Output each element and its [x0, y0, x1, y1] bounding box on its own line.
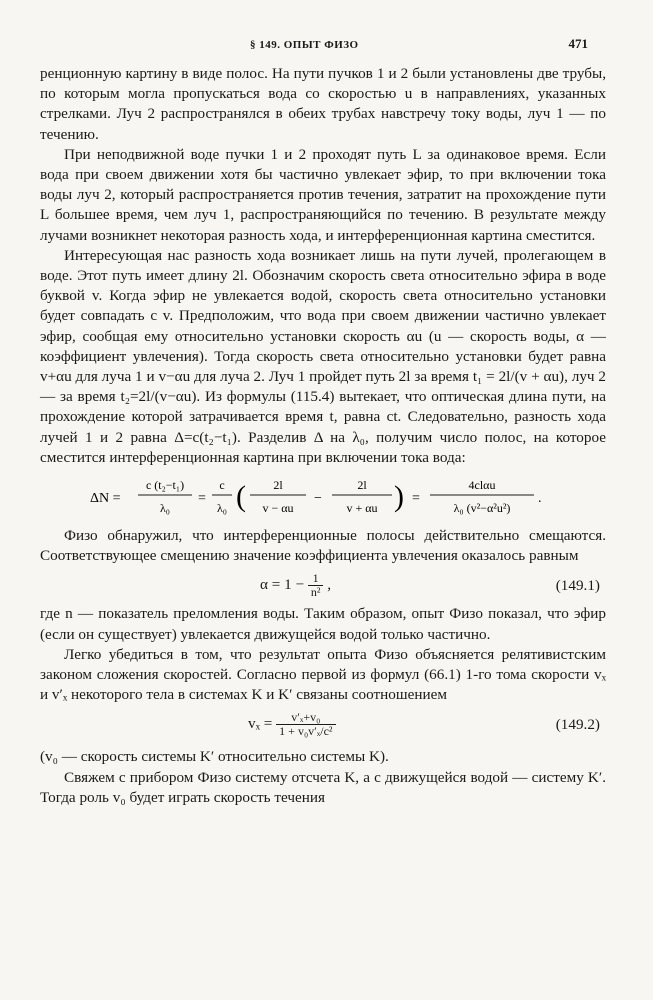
eq1491-frac [308, 572, 324, 599]
eq1491-frac-den: n² [310, 585, 321, 600]
paragraph-1: ренционную картину в виде полос. На пути пучков 1 и 2 были установлены две трубы, по которым могла пропускаться вода со скоростью u в направлениях, указанных стрелками. Луч 2 распространялся в обеих трубах навстречу току воды, луч 1 — по течению. [40, 65, 606, 143]
eq1491-lhs: α = 1 − [260, 576, 305, 594]
frac4-den: v + αu [346, 501, 378, 516]
eq1492-number: (149.2) [555, 716, 600, 734]
paragraph-4: Физо обнаружил, что интерференционные полосы действительно смещаются. Соответствующее смещению значение коэффициента увлечения оказалось равным [40, 527, 606, 565]
svg-text:(: ( [236, 480, 246, 514]
eq1491-number: (149.1) [555, 577, 600, 595]
eq1492-frac-den: 1 + v₀v′ₓ/c² [279, 724, 333, 739]
frac5-den: λ₀ (v²−α²u²) [453, 501, 511, 516]
frac5-num: 4clαu [468, 478, 496, 493]
eq1491-frac-num: 1 [308, 572, 324, 586]
equation-149-1 [40, 570, 606, 600]
page-header [40, 34, 610, 54]
eq1492-frac-num: v′ₓ+v₀ [276, 711, 335, 725]
delta-n-lhs: ΔN = [90, 491, 121, 507]
eq1491-tail: , [327, 576, 332, 594]
frac1-num: c (t₂−t₁) [145, 478, 185, 493]
eq1492-frac [276, 711, 335, 738]
paragraph-6: Легко убедиться в том, что результат опыта Физо объясняется релятивистским законом сложения скоростей. Согласно первой из формул (66.1) 1-го тома скорости vₓ и v′ₓ некоторого тела в системах K и K′ связаны соотношением [40, 645, 606, 704]
frac2-num: c [219, 478, 225, 493]
svg-text:): ) [394, 480, 404, 514]
body-text [40, 64, 606, 808]
frac4-num: 2l [357, 478, 367, 493]
frac1-den: λ₀ [159, 501, 171, 516]
section-title: § 149. ОПЫТ ФИЗО [250, 39, 359, 51]
formula-delta-n [40, 474, 606, 520]
formula-delta-n-svg [40, 474, 606, 520]
paragraph-3: Интересующая нас разность хода возникает лишь на пути лучей, пролегающем в воде. Этот путь имеет длину 2l. Обозначим скорость света относительно эфира в воде буквой v. Когда эфир не увлекается водой, скорость света относительно установки будет совпадать с v. Предположим, что вода при своем движении частично увлекает эфир, сообщая ему относительно установки скорость αu (u — скорость воды, α — коэффициент увлечения). Тогда скорость света относительно установки будет равна v+αu для луча 1 и v−αu для луча 2. Луч 1 пройдет путь 2l за время t₁ = 2l/(v + αu), луч 2 — за время t₂=2l/(v−αu). Из формулы (115.4) вытекает, что оптическая длина пути, на прохождение которой затрачивается время t, равна ct. Следовательно, разность хода лучей 1 и 2 равна Δ=c(t₂−t₁). Разделив Δ на λ₀, получим число полос, на которое сместится интерференционная картина при включении тока вода: [40, 246, 606, 466]
frac3-num: 2l [273, 478, 283, 493]
eq1492-expr [248, 711, 336, 738]
frac3-den: v − αu [262, 501, 294, 516]
eq1: = [198, 491, 206, 507]
page-number: 471 [568, 36, 588, 51]
eq1491-expr [260, 572, 331, 599]
paragraph-8: Свяжем с прибором Физо систему отсчета K, а с движущейся водой — систему K′. Тогда роль v₀ будет играть скорость течения [40, 768, 606, 806]
minus: − [314, 491, 322, 507]
eq1492-lhs: vₓ = [248, 715, 273, 733]
paragraph-2: При неподвижной воде пучки 1 и 2 проходят путь L за одинаковое время. Если вода при своем движении хотя бы частично увлекает эфир, то при включении тока воды луч 2, который распространяется против течения, затратит на прохождение пути L большее время, чем луч 1, распространяющийся по течению. В результате между лучами возникнет некоторая разность хода, и интерференционная картина сместится. [40, 145, 606, 244]
paragraph-5: где n — показатель преломления воды. Таким образом, опыт Физо показал, что эфир (если он существует) увлекается движущейся водой только частично. [40, 605, 606, 643]
frac2-den: λ₀ [216, 501, 228, 516]
formula-end: . [538, 491, 542, 507]
paragraph-7: (v₀ — скорость системы K′ относительно системы K). [40, 748, 389, 766]
equation-149-2 [40, 709, 606, 743]
eq2: = [412, 491, 420, 507]
